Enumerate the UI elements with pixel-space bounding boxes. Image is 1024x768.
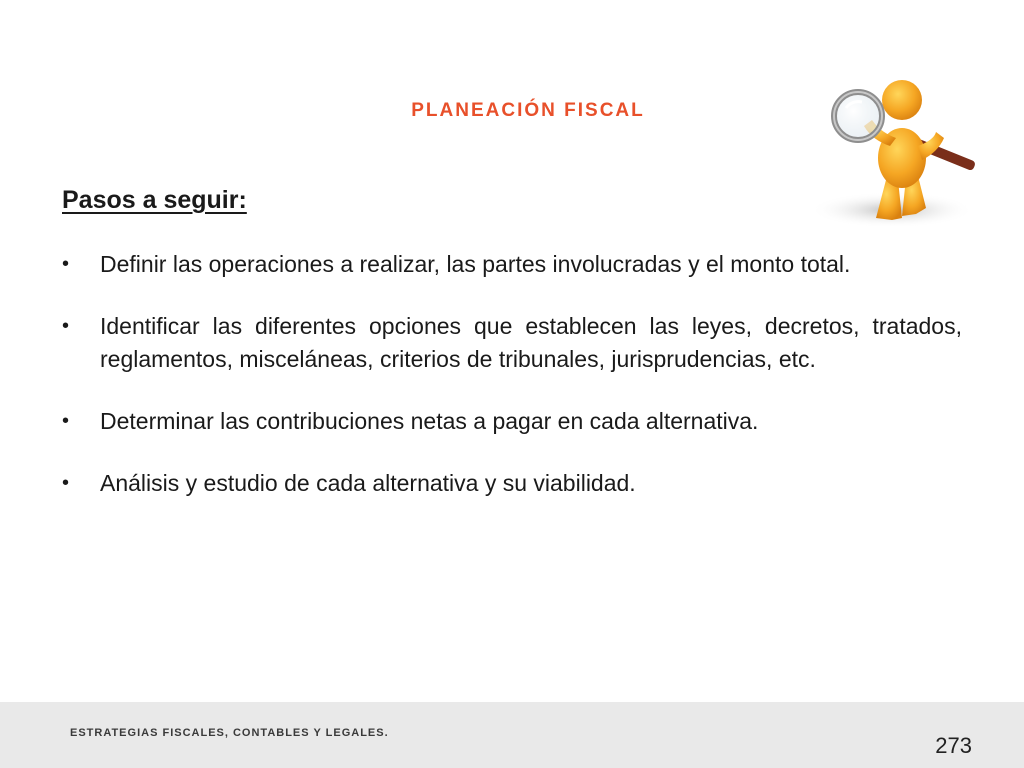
slide-title: PLANEACIÓN FISCAL [411, 100, 645, 121]
slide-footer [0, 702, 1024, 768]
bullet-item [62, 405, 962, 438]
bullet-text: Determinar las contribuciones netas a pagar en cada alternativa. [100, 408, 759, 434]
bullet-item [62, 248, 962, 281]
bullet-item [62, 310, 962, 376]
bullet-text: Identificar las diferentes opciones que establecen las leyes, decretos, tratados, reglamentos, misceláneas, criterios de tribunales, jurisprudencias, etc. [100, 313, 962, 372]
magnifying-glass-figure-icon [806, 68, 986, 236]
page-number: 273 [935, 733, 972, 758]
bullet-item [62, 467, 962, 500]
bullet-dot-icon: • [62, 410, 70, 432]
bullet-list [62, 248, 962, 529]
bullet-text: Definir las operaciones a realizar, las partes involucradas y el monto total. [100, 251, 851, 277]
bullet-dot-icon: • [62, 472, 70, 494]
bullet-dot-icon: • [62, 315, 70, 337]
bullet-text: Análisis y estudio de cada alternativa y su viabilidad. [100, 470, 636, 496]
footer-caption: ESTRATEGIAS FISCALES, CONTABLES Y LEGALES. [70, 727, 389, 739]
bullet-dot-icon: • [62, 253, 70, 275]
section-subheading: Pasos a seguir: [62, 186, 247, 214]
